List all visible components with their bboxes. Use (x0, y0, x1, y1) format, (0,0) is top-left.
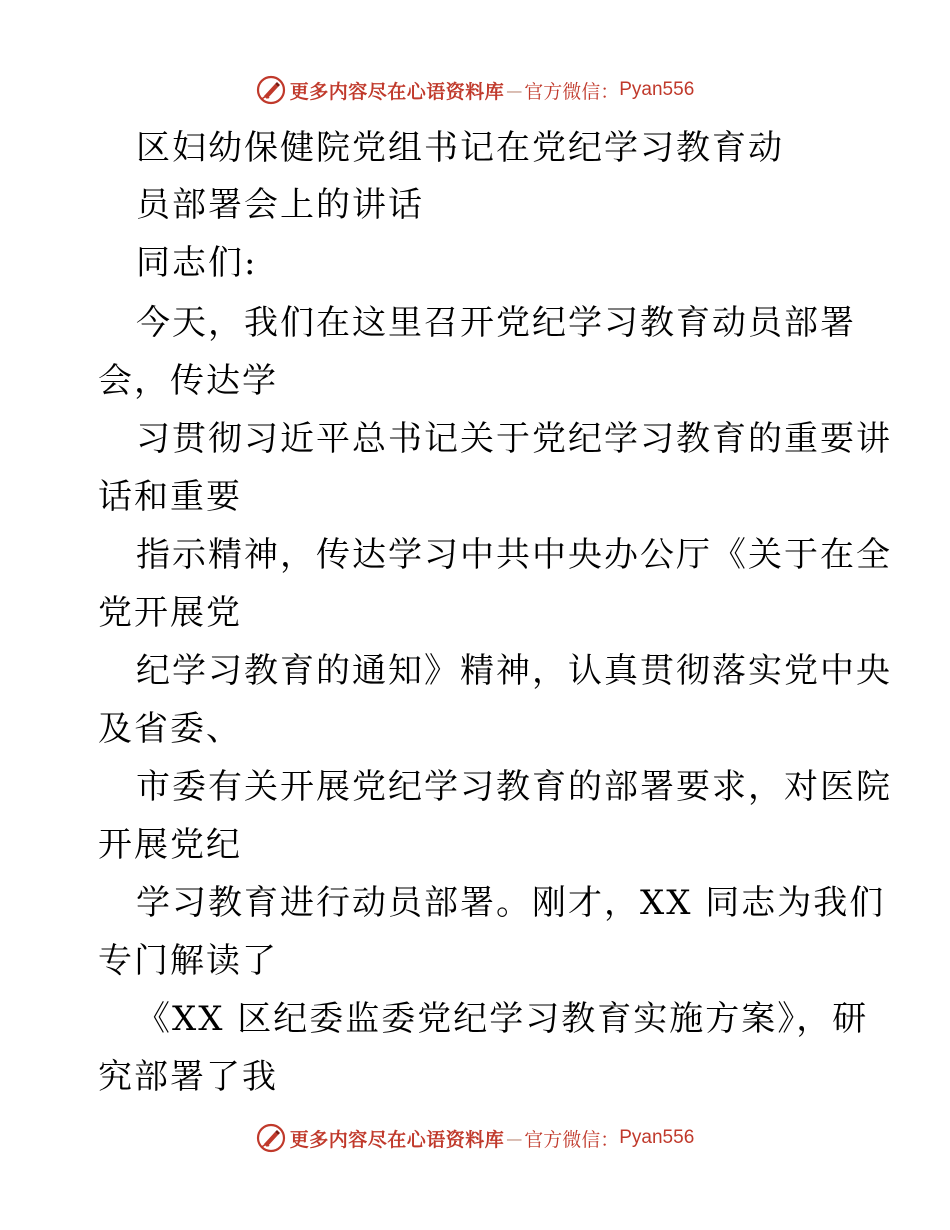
banner-dash: — (506, 80, 523, 100)
banner-wechat-label: 官方微信： (524, 1128, 620, 1151)
paragraph-line: 会，传达学 (98, 361, 278, 401)
banner-title: 更多内容尽在心语资料库 (289, 1128, 505, 1151)
pen-logo-icon (256, 1123, 286, 1153)
paragraph-line: 纪学习教育的通知》精神，认真贯彻落实党中央 (136, 651, 892, 691)
banner-dash: — (506, 1128, 523, 1148)
paragraph-line: 今天，我们在这里召开党纪学习教育动员部署 (136, 303, 856, 343)
paragraph-line: 党开展党 (98, 593, 242, 633)
footer-banner (0, 1121, 950, 1155)
paragraph-line: 学习教育进行动员部署。刚才，XX 同志为我们 (136, 883, 886, 923)
paragraph-line: 及省委、 (98, 709, 242, 749)
banner-title: 更多内容尽在心语资料库 (289, 80, 505, 103)
paragraph-line: 究部署了我 (98, 1057, 278, 1097)
banner-wechat-label: 官方微信： (524, 80, 620, 103)
document-title-line-1: 区妇幼保健院党组书记在党纪学习教育动 (136, 128, 784, 168)
paragraph-line: 话和重要 (98, 477, 242, 517)
banner-wechat-id: Pyan556 (619, 1127, 695, 1148)
paragraph-line: 开展党纪 (98, 825, 242, 865)
paragraph-line: 市委有关开展党纪学习教育的部署要求，对医院 (136, 767, 892, 807)
header-banner (0, 73, 950, 107)
paragraph-line: 习贯彻习近平总书记关于党纪学习教育的重要讲 (136, 419, 892, 459)
paragraph-line: 指示精神，传达学习中共中央办公厅《关于在全 (136, 535, 892, 575)
greeting: 同志们: (136, 243, 258, 283)
banner-wechat-id: Pyan556 (619, 79, 695, 100)
document-title-line-2: 员部署会上的讲话 (136, 185, 424, 225)
paragraph-line: 专门解读了 (98, 941, 278, 981)
pen-logo-icon (256, 75, 286, 105)
paragraph-line: 《XX 区纪委监委党纪学习教育实施方案》，研 (136, 999, 869, 1039)
